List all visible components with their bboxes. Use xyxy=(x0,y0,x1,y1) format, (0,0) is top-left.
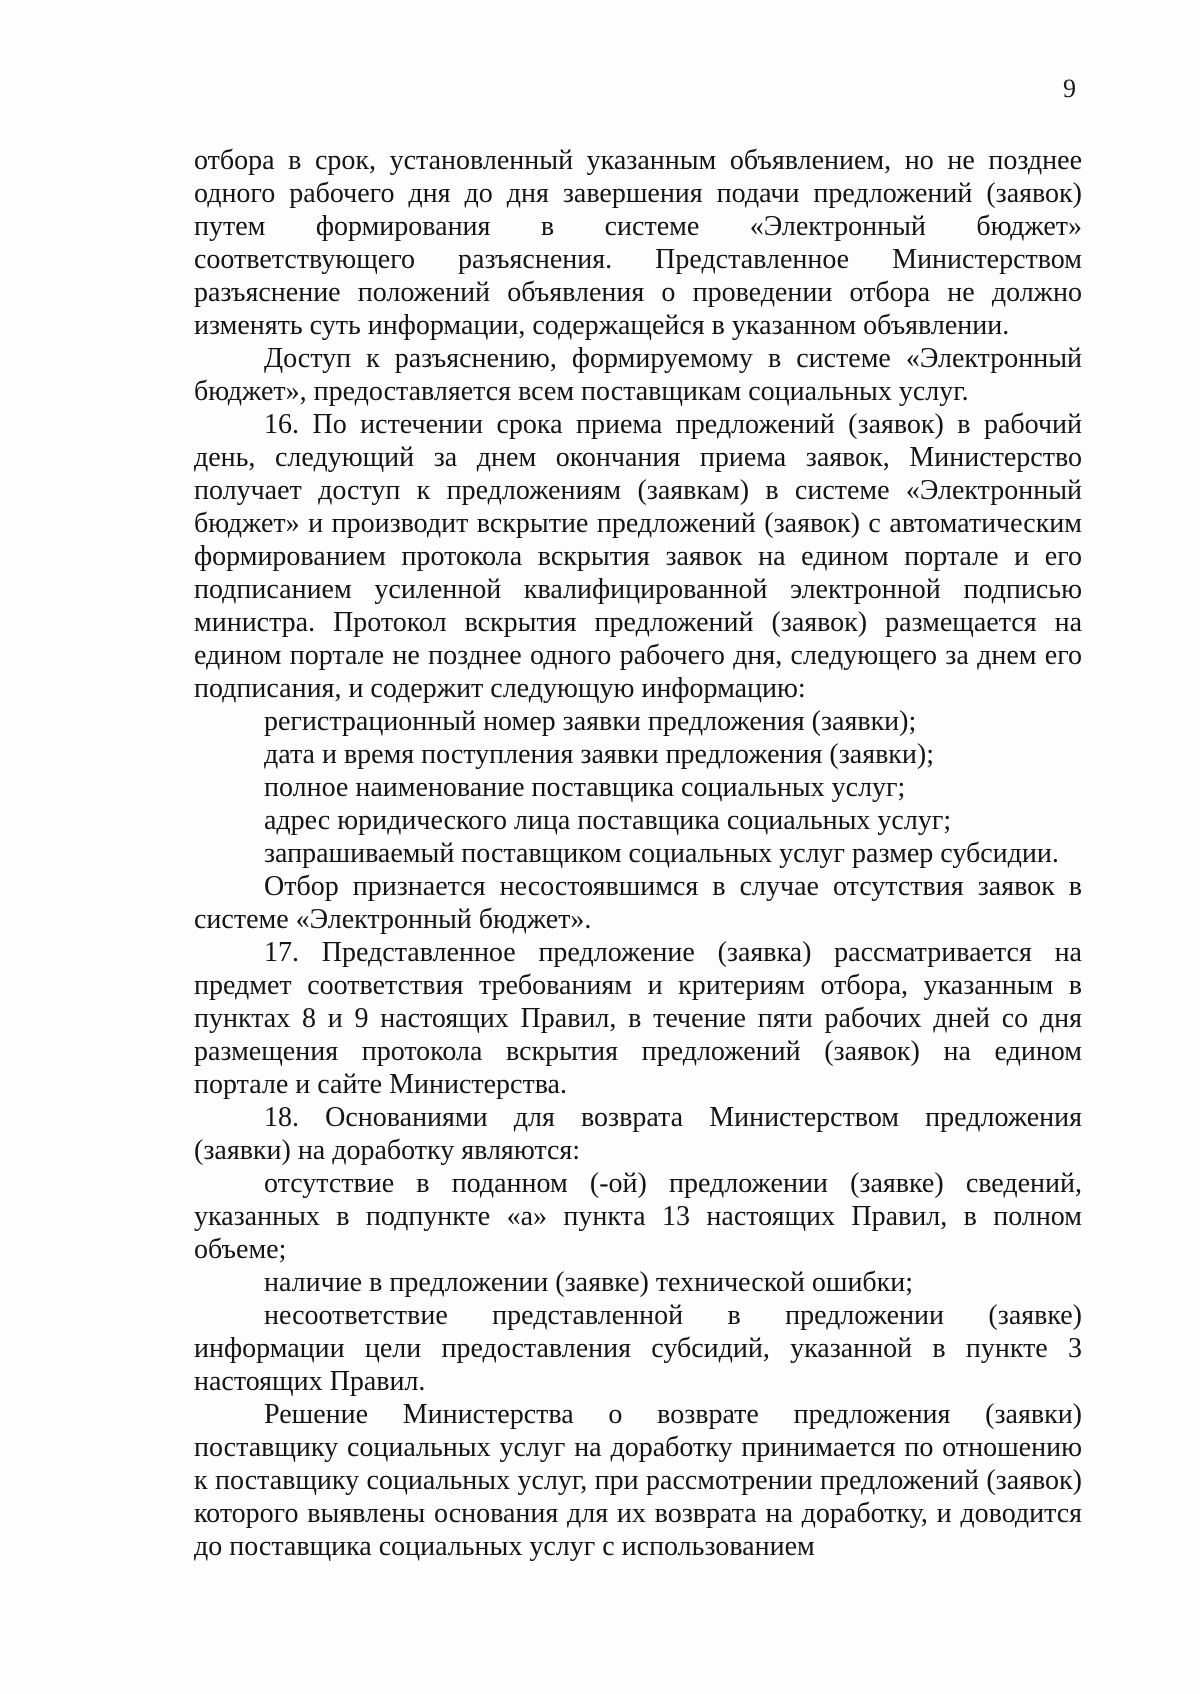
paragraph-selection-failed: Отбор признается несостоявшимся в случае отсутствия заявок в системе «Электронный бюджет». xyxy=(194,871,1082,935)
list-item-subsidy-amount: запрашиваемый поставщиком социальных услуг размер субсидии. xyxy=(264,838,1059,869)
paragraph-clarification-deadline: отбора в срок, установленный указанным объявлением, но не позднее одного рабочего дня до дня завершения подачи предложений (заявок) путем формирования в системе «Электронный бюджет» соответствующего разъяснения. Представленное Министерством разъяснение положений объявления о проведении отбора не должно изменять суть информации, содержащейся в указанном объявлении. xyxy=(194,145,1082,341)
list-item-date-time: дата и время поступления заявки предложения (заявки); xyxy=(264,739,934,770)
paragraph-item-18: 18. Основаниями для возврата Министерством предложения (заявки) на доработку являются: xyxy=(194,1102,1082,1166)
paragraph-item-17: 17. Представленное предложение (заявка) рассматривается на предмет соответствия требованиям и критериям отбора, указанным в пунктах 8 и 9 настоящих Правил, в течение пяти рабочих дней со дня размещения протокола вскрытия предложений (заявок) на едином портале и сайте Министерства. xyxy=(194,937,1082,1100)
list-item-technical-error: наличие в предложении (заявке) технической ошибки; xyxy=(264,1267,914,1298)
list-item-provider-address: адрес юридического лица поставщика социальных услуг; xyxy=(264,805,952,836)
paragraph-clarification-access: Доступ к разъяснению, формируемому в системе «Электронный бюджет», предоставляется всем поставщикам социальных услуг. xyxy=(194,343,1082,407)
paragraph-return-decision: Решение Министерства о возврате предложения (заявки) поставщику социальных услуг на доработку принимается по отношению к поставщику социальных услуг, при рассмотрении предложений (заявок) которого выявлены основания для их возврата на доработку, и доводится до поставщика социальных услуг с использованием xyxy=(194,1399,1082,1562)
list-item-provider-name: полное наименование поставщика социальных услуг; xyxy=(264,772,906,803)
paragraph-item-16: 16. По истечении срока приема предложений (заявок) в рабочий день, следующий за днем окончания приема заявок, Министерство получает доступ к предложениям (заявкам) в системе «Электронный бюджет» и производит вскрытие предложений (заявок) с автоматическим формированием протокола вскрытия заявок на едином портале и его подписанием усиленной квалифицированной электронной подписью министра. Протокол вскрытия предложений (заявок) размещается на едином портале не позднее одного рабочего дня, следующего за днем его подписания, и содержит следующую информацию: xyxy=(194,409,1082,704)
document-body xyxy=(194,144,1082,1563)
list-item-registration-number: регистрационный номер заявки предложения (заявки); xyxy=(264,706,917,737)
list-item-purpose-mismatch: несоответствие представленной в предложении (заявке) информации цели предоставления субсидий, указанной в пункте 3 настоящих Правил. xyxy=(194,1300,1082,1397)
page-number: 9 xyxy=(1063,74,1076,103)
list-item-missing-info: отсутствие в поданном (-ой) предложении (заявке) сведений, указанных в подпункте «а» пункта 13 настоящих Правил, в полном объеме; xyxy=(194,1168,1082,1265)
